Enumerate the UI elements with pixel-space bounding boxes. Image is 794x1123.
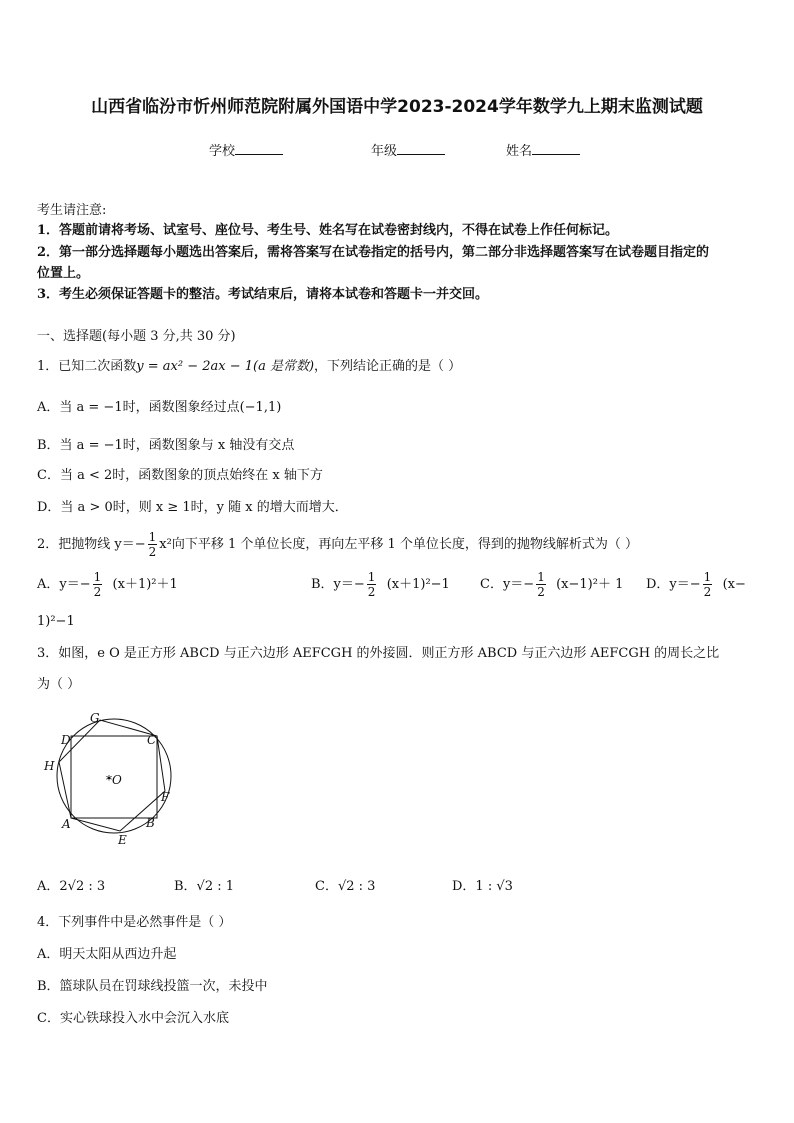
name-label: 姓名 xyxy=(506,144,533,159)
q2-c-post: (x−1)²＋ 1 xyxy=(556,577,624,592)
q2-option-a xyxy=(37,570,178,600)
label-a: A xyxy=(62,817,71,831)
name-field xyxy=(506,140,580,159)
grade-blank xyxy=(397,142,445,155)
notice-heading: 考生请注意: xyxy=(37,203,107,218)
q1-formula: y = ax² − 2ax − 1(a 是常数) xyxy=(136,359,315,374)
q2-d-pre: D．y＝− xyxy=(646,577,701,592)
q2-a-pre: A．y＝− xyxy=(37,577,91,592)
notice-item-2: 2．第一部分选择题每小题选出答案后，需将答案写在试卷指定的括号内，第二部分非选择题答案写在试卷题目指定的 xyxy=(37,245,710,260)
q2-b-pre: B．y＝− xyxy=(311,577,365,592)
q2-stem xyxy=(37,530,638,559)
label-g: G xyxy=(90,711,100,725)
q4-option-a: A．明天太阳从西边升起 xyxy=(37,947,177,962)
q4-option-b: B．篮球队员在罚球线投篮一次，未投中 xyxy=(37,979,268,994)
q2-b-frac xyxy=(367,570,377,599)
q2-d-post: (x− xyxy=(722,577,746,592)
school-blank xyxy=(235,142,283,155)
q1-stem-a: 1．已知二次函数 xyxy=(37,359,137,374)
q2-a-frac-den: 2 xyxy=(93,585,102,599)
q3-stem-line2: 为（ ） xyxy=(37,677,81,692)
q2-a-frac xyxy=(93,570,103,599)
label-h: H xyxy=(44,759,55,773)
label-f: F xyxy=(161,790,170,804)
name-blank xyxy=(532,142,580,155)
q3-stem-line1: 3．如图，e O 是正方形 ABCD 与正六边形 AEFCGH 的外接圆．则正方形 ABCD 与正六边形 AEFCGH 的周长之比 xyxy=(37,646,720,661)
school-label: 学校 xyxy=(209,144,236,159)
q2-d-frac xyxy=(703,570,713,599)
q2-stem-a: 2．把抛物线 y＝− xyxy=(37,537,146,552)
q2-c-frac-den: 2 xyxy=(537,585,545,599)
q1-stem xyxy=(37,358,461,376)
q2-frac-den: 2 xyxy=(148,545,157,559)
q3-option-a: A．2√2 : 3 xyxy=(37,879,106,894)
q2-c-frac-num: 1 xyxy=(537,570,545,584)
school-field xyxy=(209,140,283,159)
q1-option-c: C．当 a < 2时，函数图象的顶点始终在 x 轴下方 xyxy=(37,468,323,483)
label-e: E xyxy=(118,833,127,847)
label-c: C xyxy=(147,733,157,747)
q3-option-d: D．1 : √3 xyxy=(452,879,513,894)
notice-item-3: 3．考生必须保证答题卡的整洁。考试结束后，请将本试卷和答题卡一并交回。 xyxy=(37,287,489,302)
q2-a-post: (x＋1)²＋1 xyxy=(112,577,178,592)
q1-option-d: D．当 a > 0时，则 x ≥ 1时，y 随 x 的增大而增大． xyxy=(37,500,348,515)
q2-frac-num: 1 xyxy=(148,530,157,544)
q1-option-b: B．当 a = −1时，函数图象与 x 轴没有交点 xyxy=(37,438,295,453)
q2-d-frac-num: 1 xyxy=(703,570,712,584)
section-heading: 一、选择题(每小题 3 分,共 30 分) xyxy=(37,329,236,344)
q2-d-frac-den: 2 xyxy=(703,585,712,599)
q2-b-frac-den: 2 xyxy=(367,585,376,599)
grade-field xyxy=(371,140,445,159)
q4-option-c: C．实心铁球投入水中会沉入水底 xyxy=(37,1011,229,1026)
label-o: *O xyxy=(106,773,122,787)
q2-option-d xyxy=(646,570,746,600)
q2-a-frac-num: 1 xyxy=(93,570,102,584)
q2-c-frac xyxy=(536,570,546,599)
q2-b-post: (x＋1)²−1 xyxy=(386,577,450,592)
q2-c-pre: C．y＝− xyxy=(480,577,535,592)
q2-fraction xyxy=(148,530,158,559)
label-d: D xyxy=(61,733,71,747)
q4-stem: 4．下列事件中是必然事件是（ ） xyxy=(37,915,232,930)
q2-option-c xyxy=(480,570,623,600)
page-title: 山西省临汾市忻州师范院附属外国语中学2023-2024学年数学九上期末监测试题 xyxy=(91,97,703,117)
q3-option-c: C．√2 : 3 xyxy=(315,879,376,894)
q2-option-b xyxy=(311,570,450,600)
q3-figure xyxy=(40,712,180,852)
q3-option-b: B．√2 : 1 xyxy=(174,879,235,894)
q2-b-frac-num: 1 xyxy=(367,570,376,584)
q2-stem-b: x²向下平移 1 个单位长度，再向左平移 1 个单位长度，得到的抛物线解析式为（ ） xyxy=(159,537,639,552)
notice-item-1: 1．答题前请将考场、试室号、座位号、考生号、姓名写在试卷密封线内，不得在试卷上作任何标记。 xyxy=(37,223,619,238)
q2-option-d-cont: 1)²−1 xyxy=(37,614,75,629)
grade-label: 年级 xyxy=(371,144,398,159)
q1-stem-b: ，下列结论正确的是（ ） xyxy=(314,359,462,374)
q1-option-a: A．当 a = −1时，函数图象经过点(−1,1) xyxy=(37,400,282,415)
notice-item-2-cont: 位置上。 xyxy=(37,266,90,281)
label-b: B xyxy=(146,816,155,830)
